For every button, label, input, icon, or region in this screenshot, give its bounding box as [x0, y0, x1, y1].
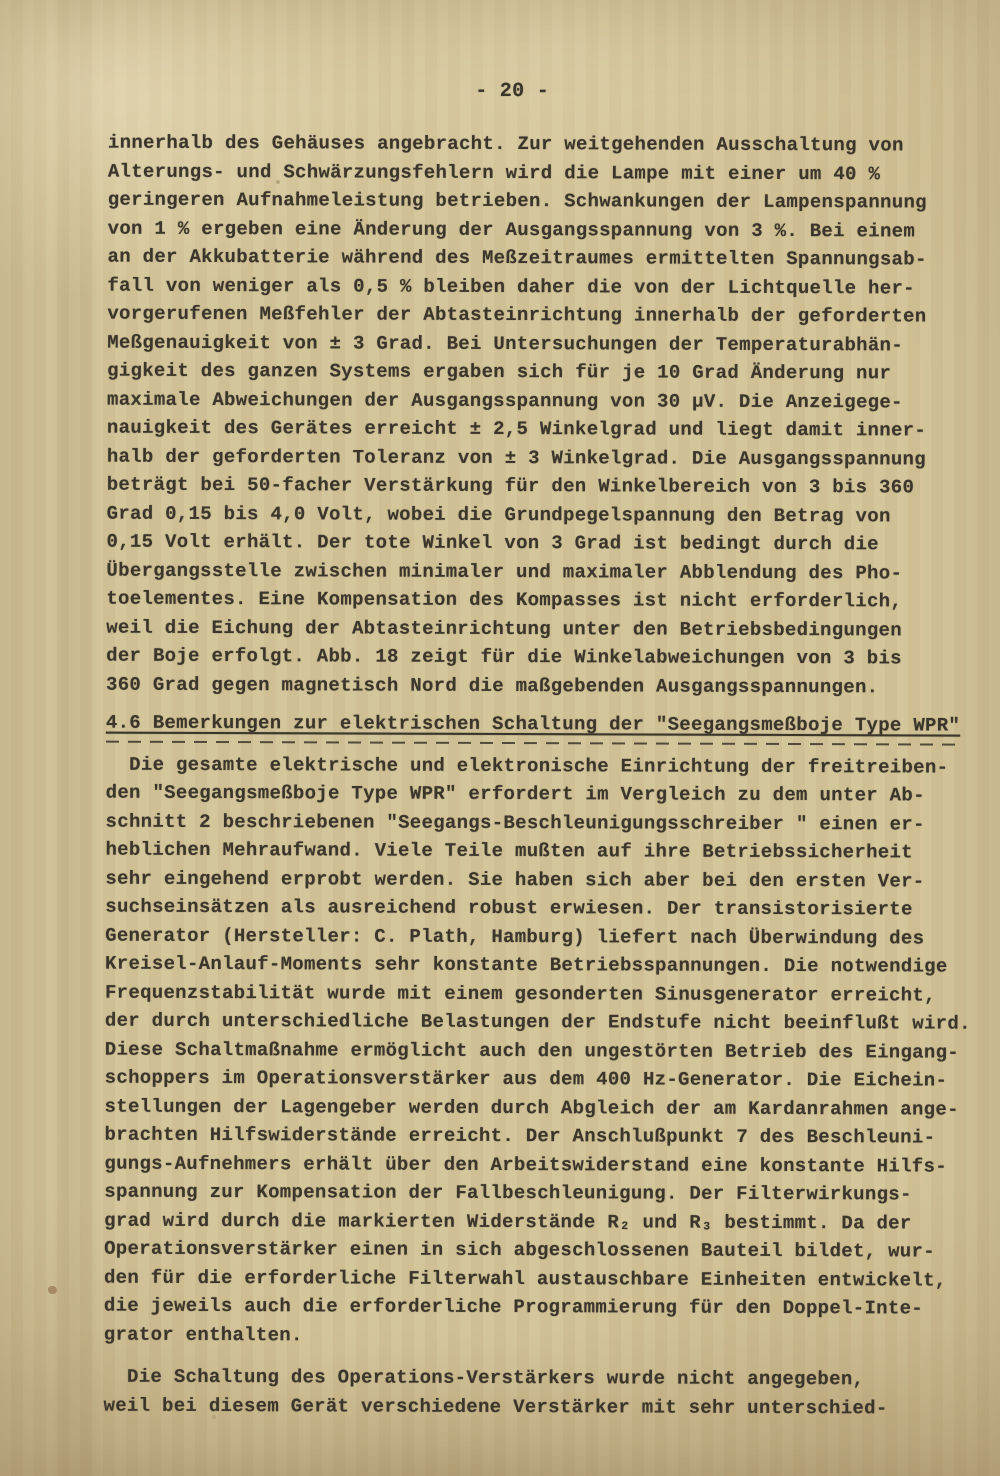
page-number: - 20 -: [475, 79, 550, 104]
section-heading: [106, 709, 960, 745]
paragraph-closing: Die Schaltung des Operations-Verstärkers wurde nicht angegeben, weil bei diesem Gerät verschiedene Verstärker mit sehr unterschied-: [103, 1365, 888, 1419]
paragraph-body: Die gesamte elektrische und elektronische Einrichtung der freitreiben- den "Seegangsmeßboje Type WPR" erfordert im Vergleich zu dem unter Ab- schnitt 2 beschriebenen "Seegangs-Beschleunigungsschreiber " einen er- heblichen Mehraufwand. Viele Teile mußten auf ihre Betriebssicherheit sehr eingehend erprobt werden. Sie haben sich aber bei den ersten Ver- suchseinsätzen als ausreichend robust erwiesen. Der transistorisierte Generator (Hersteller: C. Plath, Hamburg) liefert nach Überwindung des Kreisel-Anlauf-Moments sehr konstante Betriebsspannungen. Die notwendige Frequenzstabilität wurde mit einem gesonderten Sinusgenerator erreicht, der durch unterschiedliche Belastungen der Endstufe nicht beeinflußt wird. Diese Schaltmaßnahme ermöglicht auch den ungestörten Betrieb des Eingang- schoppers im Operationsverstärker aus dem 400 Hz-Generator. Die Eichein- stellungen der Lagengeber werden durch Abgleich der am Kardanrahmen ange- brachten Hilfswiderstände erreicht. Der Anschlußpunkt 7 des Beschleuni- gungs-Aufnehmers erhält über den Arbeitswiderstand eine konstante Hilfs- spannung zur Kompensation der Fallbeschleunigung. Der Filterwirkungs- grad wird durch die markierten Widerstände R₂ und R₃ bestimmt. Da der Operationsverstärker einen in sich abgeschlossenen Bauteil bildet, wur- den für die erforderliche Filterwahl austauschbare Einheiten entwickelt, die jeweils auch die erforderliche Programmierung für den Doppel-Inte- grator enthalten.: [103, 753, 971, 1346]
section-heading-text: 4.6 Bemerkungen zur elektrischen Schaltung der "Seegangsmeßboje Type WPR": [105, 711, 961, 737]
text-block: [103, 129, 994, 1423]
paragraph-continued: innerhalb des Gehäuses angebracht. Zur weitgehenden Ausschaltung von Alterungs- und Schwärzungsfehlern wird die Lampe mit einer um 40 % geringeren Aufnahmeleistung betrieben. Schwankungen der Lampenspannung von 1 % ergeben eine Änderung der Ausgangsspannung von 3 %. Bei einem an der Akkubatterie während des Meßzeitraumes ermittelten Spannungsab- fall von weniger als 0,5 % bleiben daher die von der Lichtquelle her- vorgerufenen Meßfehler der Abtasteinrichtung innerhalb der geforderten Meßgenauigkeit von ± 3 Grad. Bei Untersuchungen der Temperaturabhän- gigkeit des ganzen Systems ergaben sich für je 10 Grad Änderung nur maximale Abweichungen der Ausgangsspannung von 30 µV. Die Anzeigege- nauigkeit des Gerätes erreicht ± 2,5 Winkelgrad und liegt damit inner- halb der geforderten Toleranz von ± 3 Winkelgrad. Die Ausgangsspannung beträgt bei 50-facher Verstärkung für den Winkelbereich von 3 bis 360 Grad 0,15 bis 4,0 Volt, wobei die Grundpegelspannung den Betrag von 0,15 Volt erhält. Der tote Winkel von 3 Grad ist bedingt durch die Übergangsstelle zwischen minimaler und maximaler Abblendung des Pho- toelementes. Eine Kompensation des Kompasses ist nicht erforderlich, weil die Eichung der Abtasteinrichtung unter den Betriebsbedingungen der Boje erfolgt. Abb. 18 zeigt für die Winkelabweichungen von 3 bis 360 Grad gegen magnetisch Nord die maßgebenden Ausgangsspannungen.: [106, 131, 927, 698]
